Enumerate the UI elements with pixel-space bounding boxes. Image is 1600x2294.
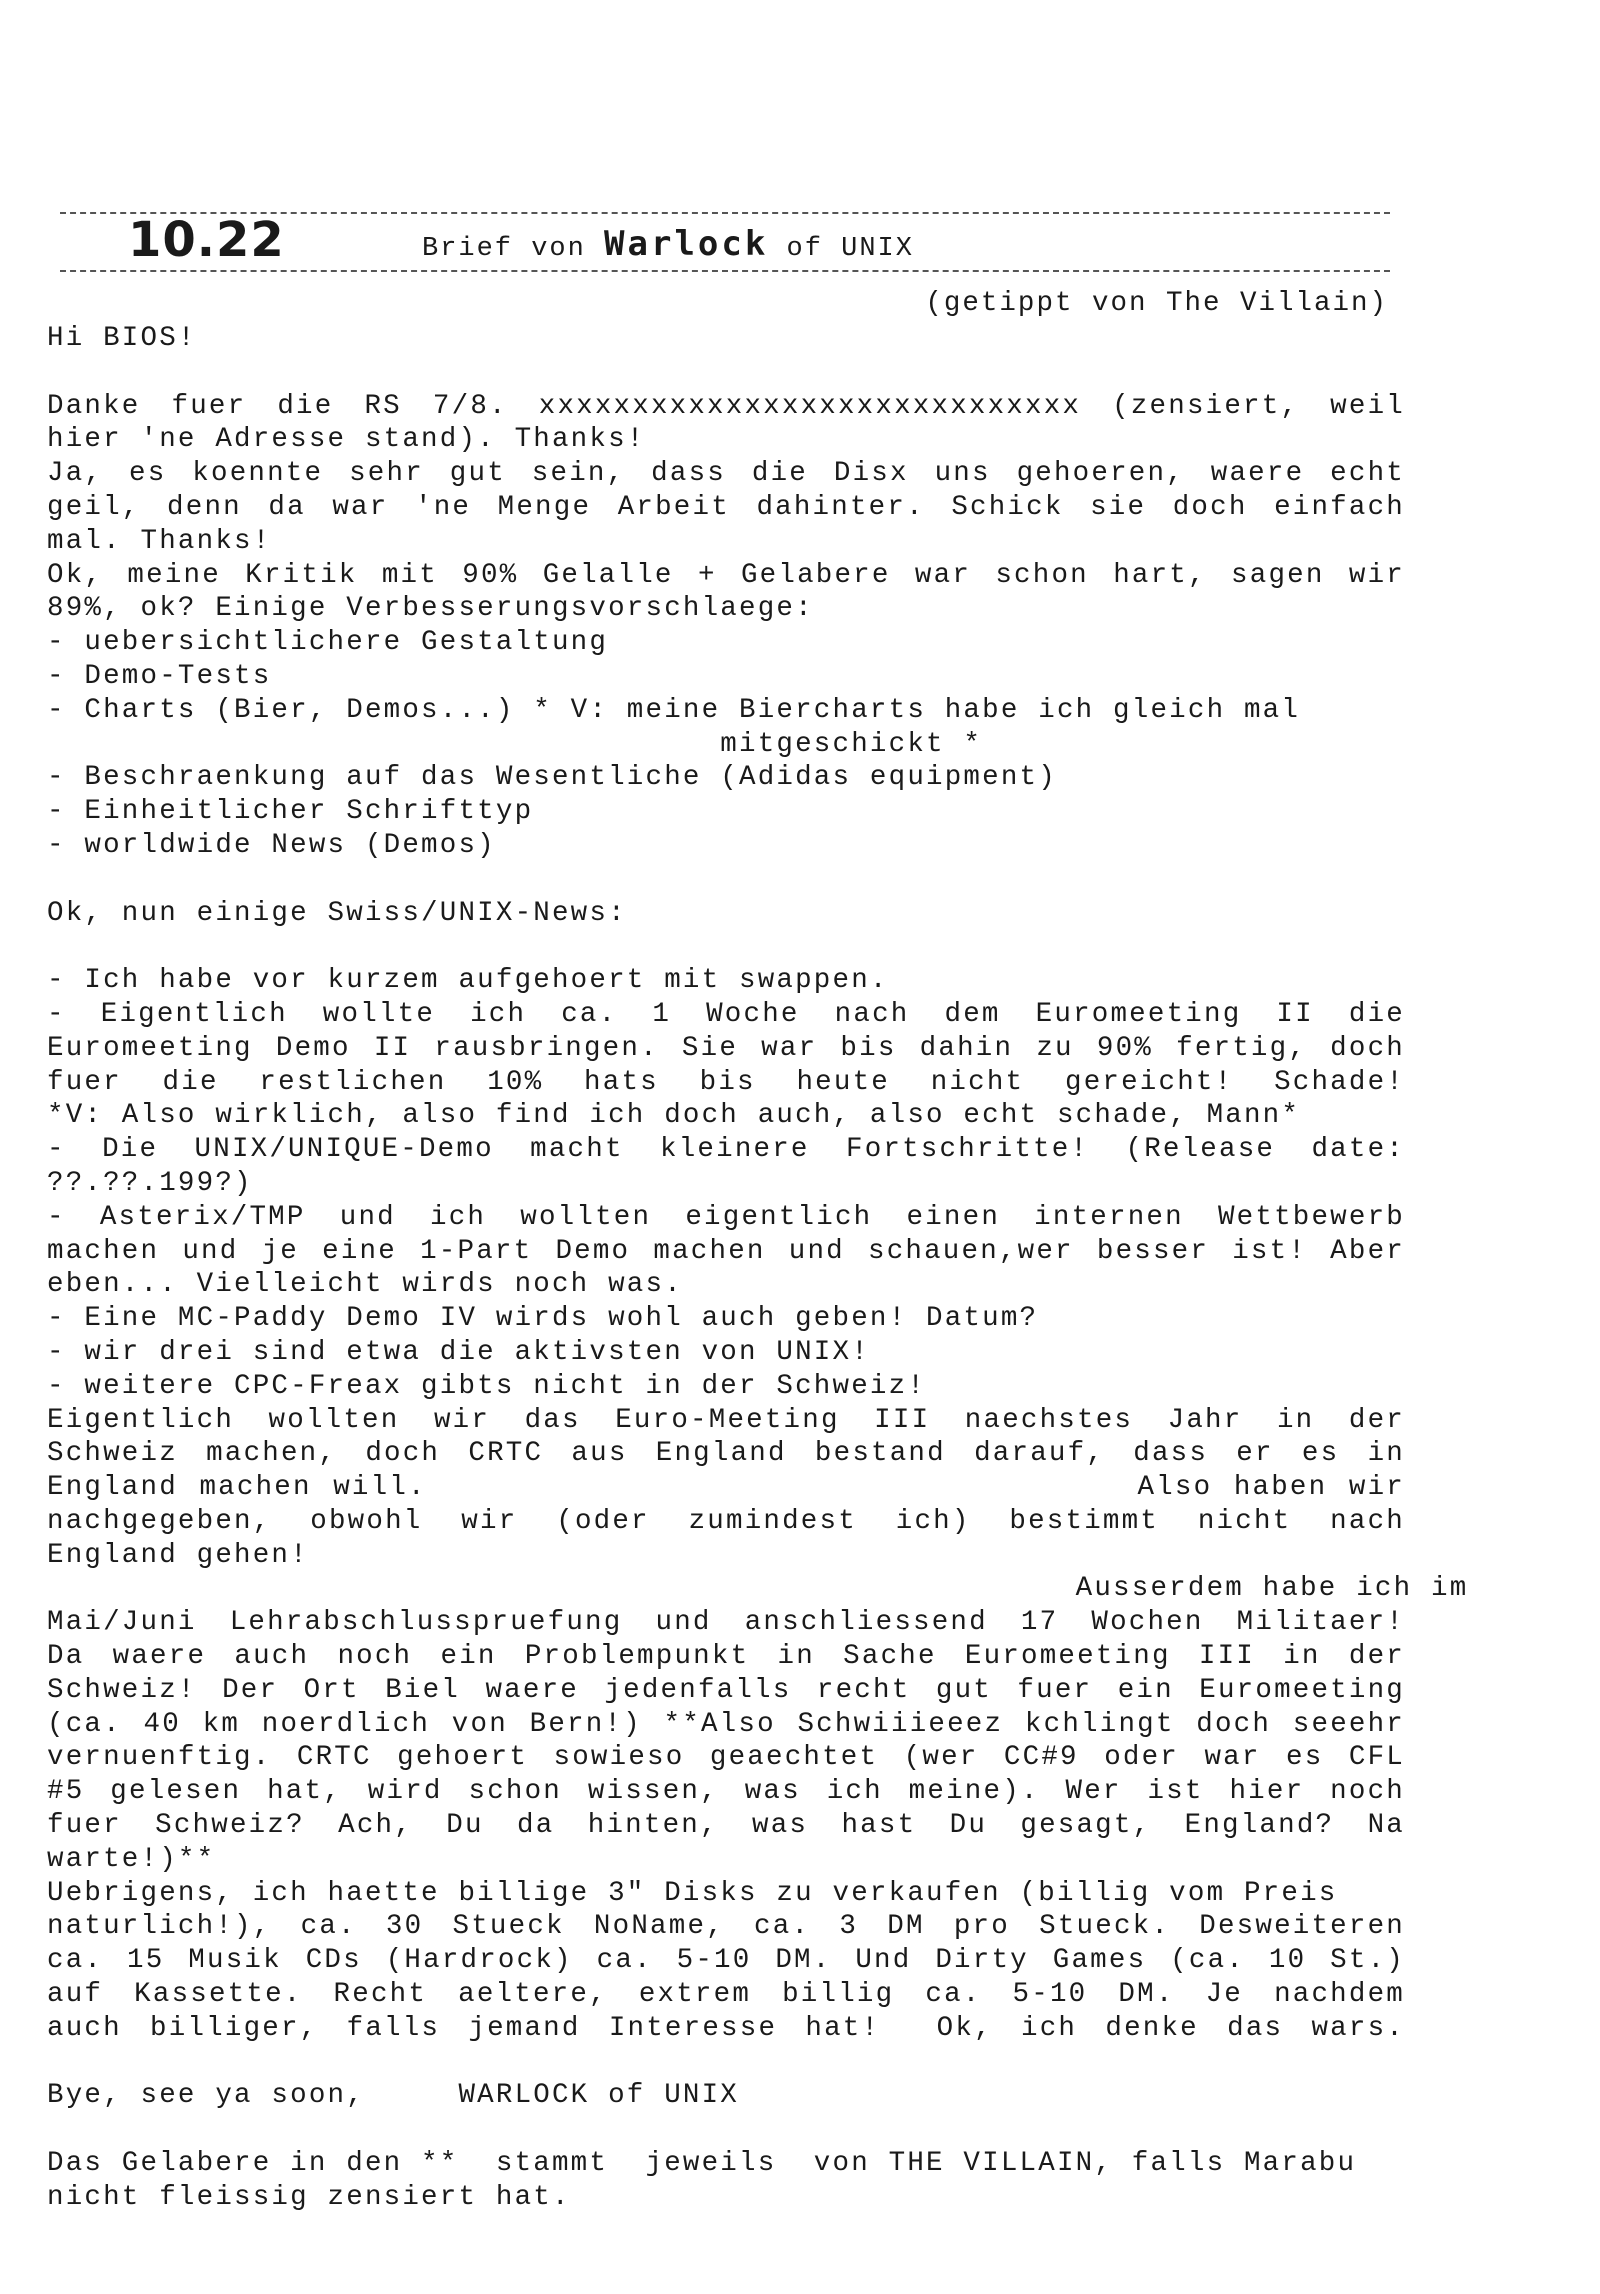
letter-line: - Demo-Tests	[47, 660, 272, 692]
letter-line: auch billiger, falls jemand Interesse hat! Ok, ich denke das wars.	[47, 2012, 1405, 2044]
letter-line: fuer die restlichen 10% hats bis heute nicht gereicht! Schade!	[47, 1066, 1405, 1098]
letter-line: Da waere auch noch ein Problempunkt in Sache Euromeeting III in der	[47, 1641, 1405, 1673]
issue-number: 10.22	[128, 212, 285, 268]
letter-line: Schweiz! Der Ort Biel waere jedenfalls recht gut fuer ein Euromeeting	[47, 1674, 1405, 1706]
letter-line: nicht fleissig zensiert hat.	[47, 2181, 571, 2213]
letter-line: Ausserdem habe ich im	[47, 1573, 1469, 1605]
letter-line: machen und je eine 1-Part Demo machen und schauen,wer besser ist! Aber	[47, 1235, 1405, 1267]
letter-line: - weitere CPC-Freax gibts nicht in der Schweiz!	[47, 1370, 927, 1402]
letter-line: (ca. 40 km noerdlich von Bern!) **Also Schwiiieeez kchlingt doch seeehr	[47, 1708, 1405, 1740]
letter-line: Eigentlich wollten wir das Euro-Meeting III naechstes Jahr in der	[47, 1404, 1405, 1436]
letter-line: ??.??.199?)	[47, 1167, 253, 1199]
letter-line: Danke fuer die RS 7/8. xxxxxxxxxxxxxxxxxxxxxxxxxxxxx (zensiert, weil	[47, 390, 1405, 422]
letter-line: Schweiz machen, doch CRTC aus England bestand darauf, dass er es in	[47, 1438, 1405, 1470]
letter-line: mal. Thanks!	[47, 525, 272, 557]
letter-line	[47, 930, 1468, 964]
letter-line: - Beschraenkung auf das Wesentliche (Adidas equipment)	[47, 762, 1057, 794]
letter-line: vernuenftig. CRTC gehoert sowieso geaechtet (wer CC#9 oder war es CFL	[47, 1742, 1405, 1774]
letter-line: mitgeschickt *	[47, 728, 983, 760]
article-header	[60, 212, 1390, 272]
letter-line: Ok, meine Kritik mit 90% Gelalle + Gelabere war schon hart, sagen wir	[47, 559, 1405, 591]
letter-line: - wir drei sind etwa die aktivsten von UNIX!	[47, 1336, 870, 1368]
letter-line: Mai/Juni Lehrabschlusspruefung und anschliessend 17 Wochen Militaer!	[47, 1607, 1405, 1639]
letter-line: - Asterix/TMP und ich wollten eigentlich einen internen Wettbewerb	[47, 1201, 1405, 1233]
letter-line: - Einheitlicher Schrifttyp	[47, 796, 534, 828]
typist-credit: (getippt von The Villain)	[925, 288, 1388, 319]
letter-line: nachgegeben, obwohl wir (oder zumindest ich) bestimmt nicht nach	[47, 1505, 1405, 1537]
letter-line: eben... Vielleicht wirds noch was.	[47, 1269, 683, 1301]
letter-line: Das Gelabere in den ** stammt jeweils von THE VILLAIN, falls Marabu	[47, 2148, 1357, 2180]
letter-line: - uebersichtlichere Gestaltung	[47, 627, 609, 659]
letter-line: *V: Also wirklich, also find ich doch auch, also echt schade, Mann*	[47, 1100, 1301, 1132]
bottom-divider	[60, 270, 1390, 272]
letter-line: #5 gelesen hat, wird schon wissen, was ich meine). Wer ist hier noch	[47, 1776, 1405, 1808]
letter-line: - Ich habe vor kurzem aufgehoert mit swappen.	[47, 965, 889, 997]
letter-line: Ok, nun einige Swiss/UNIX-News:	[47, 897, 627, 929]
letter-line: - worldwide News (Demos)	[47, 829, 496, 861]
letter-body	[47, 322, 1468, 2215]
letter-line: - Eigentlich wollte ich ca. 1 Woche nach dem Euromeeting II die	[47, 998, 1405, 1030]
title-name: Warlock	[604, 224, 769, 264]
letter-line: geil, denn da war 'ne Menge Arbeit dahinter. Schick sie doch einfach	[47, 491, 1405, 523]
letter-line	[47, 863, 1468, 897]
letter-line	[47, 2113, 1468, 2147]
letter-line: Hi BIOS!	[47, 323, 197, 354]
letter-line: Bye, see ya soon, WARLOCK of UNIX	[47, 2080, 739, 2112]
letter-line: Uebrigens, ich haette billige 3" Disks zu verkaufen (billig vom Preis	[47, 1877, 1338, 1909]
title-suffix: of UNIX	[768, 234, 914, 264]
letter-line: warte!)**	[47, 1843, 216, 1875]
title-prefix: Brief von	[422, 234, 605, 264]
letter-line: 89%, ok? Einige Verbesserungsvorschlaege:	[47, 593, 814, 625]
letter-line: Euromeeting Demo II rausbringen. Sie war bis dahin zu 90% fertig, doch	[47, 1032, 1405, 1064]
article-title	[422, 224, 914, 264]
letter-line: hier 'ne Adresse stand). Thanks!	[47, 424, 646, 456]
letter-line: - Die UNIX/UNIQUE-Demo macht kleinere Fortschritte! (Release date:	[47, 1134, 1405, 1166]
letter-line: - Charts (Bier, Demos...) * V: meine Biercharts habe ich gleich mal	[47, 694, 1301, 726]
letter-line: fuer Schweiz? Ach, Du da hinten, was hast Du gesagt, England? Na	[47, 1810, 1405, 1842]
letter-line: naturlich!), ca. 30 Stueck NoName, ca. 3 DM pro Stueck. Desweiteren	[47, 1911, 1405, 1943]
letter-line: ca. 15 Musik CDs (Hardrock) ca. 5-10 DM. Und Dirty Games (ca. 10 St.)	[47, 1945, 1405, 1977]
letter-line: auf Kassette. Recht aeltere, extrem billig ca. 5-10 DM. Je nachdem	[47, 1979, 1405, 2011]
letter-line	[47, 356, 1468, 390]
letter-line	[47, 2046, 1405, 2080]
letter-line: England machen will. Also haben wir	[47, 1472, 1405, 1504]
letter-line: - Eine MC-Paddy Demo IV wirds wohl auch geben! Datum?	[47, 1303, 1039, 1335]
letter-line: Ja, es koennte sehr gut sein, dass die Disx uns gehoeren, waere echt	[47, 458, 1405, 490]
letter-line: England gehen!	[47, 1539, 309, 1571]
